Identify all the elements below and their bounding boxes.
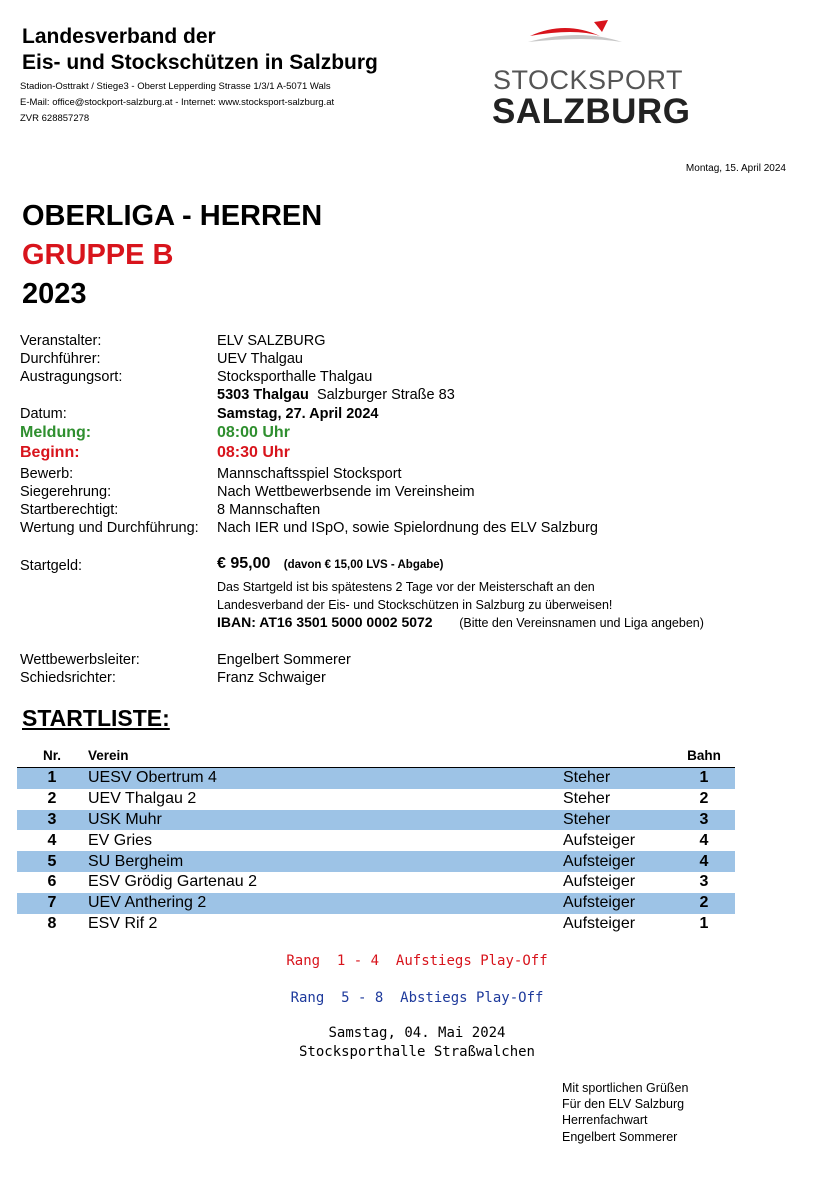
- logo-swoosh-icon: [490, 18, 665, 68]
- row-nr: 5: [17, 851, 87, 872]
- postal-city: 5303 Thalgau: [217, 387, 309, 403]
- iban-line: [217, 614, 704, 632]
- startliste-heading: STARTLISTE:: [22, 705, 170, 731]
- row-verein: ESV Rif 2: [88, 914, 158, 932]
- label-datum: Datum:: [20, 406, 67, 422]
- startliste-table: [17, 743, 735, 934]
- row-nr: 3: [17, 810, 87, 831]
- street: Salzburger Straße 83: [316, 387, 455, 403]
- value-durchfuehrer: UEV Thalgau: [217, 351, 303, 367]
- signature-block: [562, 1080, 688, 1145]
- org-contact: E-Mail: office@stockport-salzburg.at - Internet: www.stocksport-salzburg.at: [20, 97, 335, 108]
- value-meldung: 08:00 Uhr: [217, 424, 290, 441]
- row-nr: 4: [47, 831, 57, 849]
- org-title-line1: Landesverband der: [22, 25, 216, 48]
- value-austragungsort-line1: Stocksporthalle Thalgau: [217, 369, 373, 385]
- row-bahn: 1: [673, 768, 735, 789]
- row-verein: UEV Anthering 2: [87, 893, 563, 914]
- value-wettbewerbsleiter: Engelbert Sommerer: [217, 652, 351, 668]
- label-wertung: Wertung und Durchführung:: [20, 520, 199, 536]
- label-beginn: Beginn:: [20, 444, 80, 461]
- row-status: Steher: [563, 768, 673, 789]
- row-status: Aufsteiger: [563, 914, 636, 932]
- label-siegerehrung: Siegerehrung:: [20, 484, 112, 500]
- row-status: Aufsteiger: [563, 873, 636, 891]
- row-bahn: 3: [673, 810, 735, 831]
- label-austragungsort: Austragungsort:: [20, 369, 123, 385]
- logo-text-top: STOCKSPORT: [493, 65, 684, 95]
- row-nr: 2: [47, 790, 57, 808]
- org-zvr: ZVR 628857278: [20, 113, 90, 124]
- signature-line2: Für den ELV Salzburg: [562, 1097, 685, 1112]
- playoff-down: Rang 5 - 8 Abstiegs Play-Off: [290, 990, 544, 1006]
- row-bahn: 2: [673, 893, 735, 914]
- row-bahn: 4: [699, 831, 709, 849]
- row-nr: 6: [47, 873, 57, 891]
- row-verein: SU Bergheim: [87, 851, 563, 872]
- table-row: [17, 872, 735, 893]
- row-verein: ESV Grödig Gartenau 2: [88, 873, 257, 891]
- playoff-venue: Stocksporthalle Straßwalchen: [298, 1044, 535, 1060]
- startgeld-note-line1: Das Startgeld ist bis spätestens 2 Tage vor der Meisterschaft an den: [217, 580, 595, 594]
- row-status: Aufsteiger: [563, 893, 673, 914]
- startgeld-amount: € 95,00: [217, 555, 271, 572]
- label-schiedsrichter: Schiedsrichter:: [20, 670, 116, 686]
- table-row: [17, 893, 735, 914]
- playoff-date: Samstag, 04. Mai 2024: [328, 1025, 506, 1041]
- signature-line3: Herrenfachwart: [562, 1113, 648, 1128]
- row-status: Aufsteiger: [563, 831, 636, 849]
- table-row: [17, 810, 735, 831]
- row-verein: EV Gries: [88, 831, 153, 849]
- startgeld-sub: (davon € 15,00 LVS - Abgabe): [283, 559, 444, 571]
- title-year: 2023: [22, 278, 87, 310]
- value-austragungsort-line2: [217, 386, 455, 404]
- stocksport-logo: [490, 18, 691, 131]
- value-startberechtigt: 8 Mannschaften: [217, 502, 321, 518]
- label-wettbewerbsleiter: Wettbewerbsleiter:: [20, 652, 140, 668]
- row-verein: UEV Thalgau 2: [88, 790, 197, 808]
- row-status: Aufsteiger: [563, 851, 673, 872]
- label-veranstalter: Veranstalter:: [20, 333, 102, 349]
- row-bahn: 1: [699, 914, 709, 932]
- row-verein: USK Muhr: [87, 810, 563, 831]
- row-bahn: 3: [699, 873, 709, 891]
- iban: IBAN: AT16 3501 5000 0002 5072: [217, 614, 433, 630]
- logo-text-bottom: SALZBURG: [492, 92, 691, 131]
- value-veranstalter: ELV SALZBURG: [217, 333, 326, 349]
- table-row: [17, 914, 735, 935]
- org-address: Stadion-Osttrakt / Stiege3 - Oberst Lepperding Strasse 1/3/1 A-5071 Wals: [20, 81, 331, 92]
- value-wertung: Nach IER und ISpO, sowie Spielordnung des ELV Salzburg: [217, 520, 598, 536]
- row-bahn: 2: [699, 790, 709, 808]
- value-datum: Samstag, 27. April 2024: [217, 406, 379, 422]
- label-durchfuehrer: Durchführer:: [20, 351, 101, 367]
- title-league: OBERLIGA - HERREN: [22, 200, 323, 232]
- row-bahn: 4: [673, 851, 735, 872]
- table-header-row: [17, 743, 735, 768]
- table-row: [17, 830, 735, 851]
- startgeld-note-line2: Landesverband der Eis- und Stockschützen in Salzburg zu überweisen!: [217, 598, 613, 612]
- title-group: GRUPPE B: [22, 239, 174, 271]
- playoff-up: Rang 1 - 4 Aufstiegs Play-Off: [286, 953, 548, 969]
- value-beginn: 08:30 Uhr: [217, 444, 290, 461]
- col-header-nr: Nr.: [17, 743, 87, 768]
- col-header-verein: Verein: [87, 743, 563, 768]
- row-nr: 8: [47, 914, 57, 932]
- iban-note: (Bitte den Vereinsnamen und Liga angeben): [459, 616, 704, 630]
- label-bewerb: Bewerb:: [20, 466, 74, 482]
- label-meldung: Meldung:: [20, 424, 92, 441]
- signature-line4: Engelbert Sommerer: [562, 1129, 678, 1144]
- table-row: [17, 768, 735, 789]
- row-status: Steher: [563, 810, 673, 831]
- table-row: [17, 789, 735, 810]
- value-schiedsrichter: Franz Schwaiger: [217, 670, 326, 686]
- signature-line1: Mit sportlichen Grüßen: [562, 1081, 689, 1095]
- value-bewerb: Mannschaftsspiel Stocksport: [217, 466, 402, 482]
- org-title-line2: Eis- und Stockschützen in Salzburg: [22, 51, 378, 74]
- row-nr: 1: [17, 768, 87, 789]
- table-row: [17, 851, 735, 872]
- label-startgeld: Startgeld:: [20, 558, 83, 574]
- value-siegerehrung: Nach Wettbewerbsende im Vereinsheim: [217, 484, 475, 500]
- col-header-bahn: Bahn: [673, 743, 735, 768]
- row-verein: UESV Obertrum 4: [87, 768, 563, 789]
- col-header-status: [563, 743, 673, 768]
- value-startgeld: [217, 555, 444, 573]
- row-nr: 7: [17, 893, 87, 914]
- row-status: Steher: [563, 790, 611, 808]
- document-date: Montag, 15. April 2024: [685, 163, 786, 174]
- label-startberechtigt: Startberechtigt:: [20, 502, 119, 518]
